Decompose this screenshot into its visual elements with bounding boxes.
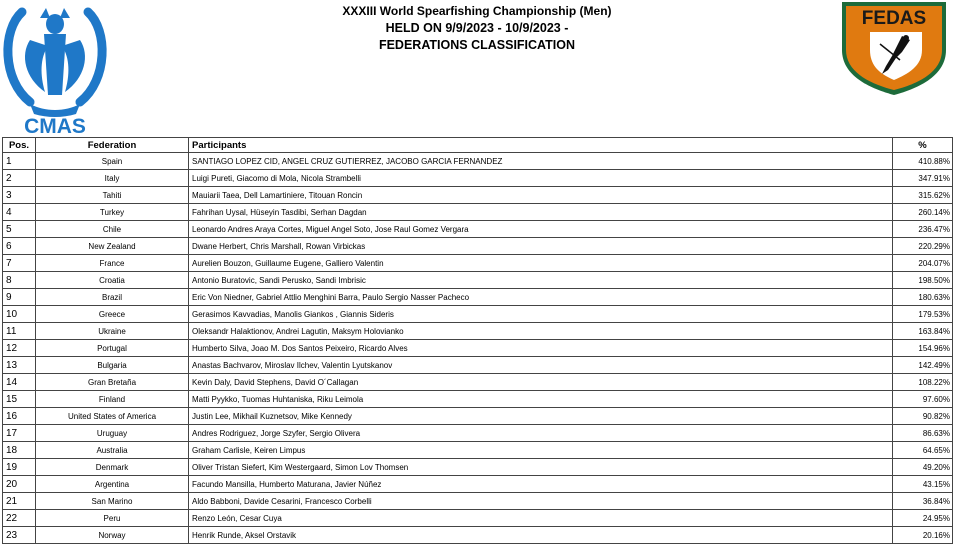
- cell-federation: Australia: [36, 442, 189, 459]
- cell-position: 22: [3, 510, 36, 527]
- cell-participants: SANTIAGO LOPEZ CID, ANGEL CRUZ GUTIERREZ, JACOBO GARCIA FERNANDEZ: [189, 153, 893, 170]
- cell-federation: Finland: [36, 391, 189, 408]
- cell-percent: 220.29%: [893, 238, 953, 255]
- cell-percent: 142.49%: [893, 357, 953, 374]
- cell-federation: New Zealand: [36, 238, 189, 255]
- cell-participants: Graham Carlisle, Keiren Limpus: [189, 442, 893, 459]
- cell-federation: Denmark: [36, 459, 189, 476]
- cell-percent: 36.84%: [893, 493, 953, 510]
- cell-participants: Fahrihan Uysal, Hüseyin Tasdibi, Serhan Dagdan: [189, 204, 893, 221]
- column-header-participants: Participants: [189, 138, 893, 153]
- cell-position: 12: [3, 340, 36, 357]
- cell-position: 10: [3, 306, 36, 323]
- cell-federation: Ukraine: [36, 323, 189, 340]
- cell-position: 7: [3, 255, 36, 272]
- event-dates: HELD ON 9/9/2023 - 10/9/2023 -: [385, 21, 569, 35]
- cell-participants: Aurelien Bouzon, Guillaume Eugene, Galliero Valentin: [189, 255, 893, 272]
- table-row: [3, 425, 953, 442]
- cell-federation: Portugal: [36, 340, 189, 357]
- cell-percent: 49.20%: [893, 459, 953, 476]
- cell-position: 6: [3, 238, 36, 255]
- cell-participants: Andres Rodriguez, Jorge Szyfer, Sergio Olivera: [189, 425, 893, 442]
- column-header-percent: %: [893, 138, 953, 153]
- cell-federation: France: [36, 255, 189, 272]
- cell-participants: Oleksandr Halaktionov, Andrei Lagutin, Maksym Holovianko: [189, 323, 893, 340]
- cell-federation: Bulgaria: [36, 357, 189, 374]
- cell-percent: 24.95%: [893, 510, 953, 527]
- table-row: [3, 476, 953, 493]
- cell-position: 17: [3, 425, 36, 442]
- cell-federation: Croatia: [36, 272, 189, 289]
- table-row: [3, 357, 953, 374]
- cell-position: 19: [3, 459, 36, 476]
- cell-federation: Norway: [36, 527, 189, 544]
- cell-position: 1: [3, 153, 36, 170]
- table-row: [3, 527, 953, 544]
- cell-position: 18: [3, 442, 36, 459]
- cell-position: 8: [3, 272, 36, 289]
- table-body: [3, 153, 953, 544]
- cell-position: 15: [3, 391, 36, 408]
- classification-title: FEDERATIONS CLASSIFICATION: [378, 38, 576, 52]
- table-row: [3, 187, 953, 204]
- cell-percent: 204.07%: [893, 255, 953, 272]
- table-row: [3, 255, 953, 272]
- cell-federation: Peru: [36, 510, 189, 527]
- cell-position: 9: [3, 289, 36, 306]
- cell-federation: Spain: [36, 153, 189, 170]
- table-row: [3, 289, 953, 306]
- cell-position: 23: [3, 527, 36, 544]
- cell-participants: Leonardo Andres Araya Cortes, Miguel Angel Soto, Jose Raul Gomez Vergara: [189, 221, 893, 238]
- cell-federation: San Marino: [36, 493, 189, 510]
- championship-title: XXXIII World Spearfishing Championship (Men): [342, 4, 612, 18]
- table-row: [3, 374, 953, 391]
- cell-participants: Dwane Herbert, Chris Marshall, Rowan Virbickas: [189, 238, 893, 255]
- cell-percent: 180.63%: [893, 289, 953, 306]
- table-row: [3, 442, 953, 459]
- cell-percent: 20.16%: [893, 527, 953, 544]
- cell-percent: 86.63%: [893, 425, 953, 442]
- cell-percent: 179.53%: [893, 306, 953, 323]
- table-row: [3, 306, 953, 323]
- cell-participants: Luigi Pureti, Giacomo di Mola, Nicola Strambelli: [189, 170, 893, 187]
- table-row: [3, 493, 953, 510]
- cell-participants: Kevin Daly, David Stephens, David O´Callagan: [189, 374, 893, 391]
- cell-position: 2: [3, 170, 36, 187]
- cell-percent: 163.84%: [893, 323, 953, 340]
- cell-position: 11: [3, 323, 36, 340]
- cell-federation: United States of America: [36, 408, 189, 425]
- cell-percent: 198.50%: [893, 272, 953, 289]
- cell-participants: Justin Lee, Mikhail Kuznetsov, Mike Kennedy: [189, 408, 893, 425]
- federations-classification-table: [2, 137, 953, 544]
- cell-participants: Matti Pyykko, Tuomas Huhtaniska, Riku Leimola: [189, 391, 893, 408]
- cell-position: 3: [3, 187, 36, 204]
- cell-federation: Greece: [36, 306, 189, 323]
- cell-participants: Humberto Silva, Joao M. Dos Santos Peixeiro, Ricardo Alves: [189, 340, 893, 357]
- cell-position: 20: [3, 476, 36, 493]
- cell-federation: Gran Bretaña: [36, 374, 189, 391]
- column-header-pos: Pos.: [3, 138, 36, 153]
- cell-participants: Renzo León, Cesar Cuya: [189, 510, 893, 527]
- cell-position: 13: [3, 357, 36, 374]
- cell-federation: Chile: [36, 221, 189, 238]
- cell-position: 5: [3, 221, 36, 238]
- cell-federation: Argentina: [36, 476, 189, 493]
- fedas-logo-text: FEDAS: [861, 8, 927, 29]
- cell-federation: Uruguay: [36, 425, 189, 442]
- cell-participants: Gerasimos Kavvadias, Manolis Giankos , Giannis Sideris: [189, 306, 893, 323]
- table-row: [3, 153, 953, 170]
- table-row: [3, 170, 953, 187]
- cell-percent: 97.60%: [893, 391, 953, 408]
- cell-federation: Tahiti: [36, 187, 189, 204]
- cell-position: 21: [3, 493, 36, 510]
- cell-position: 4: [3, 204, 36, 221]
- cell-position: 14: [3, 374, 36, 391]
- cell-participants: Facundo Mansilla, Humberto Maturana, Javier Núñez: [189, 476, 893, 493]
- cell-participants: Anastas Bachvarov, Miroslav Ilchev, Valentin Lyutskanov: [189, 357, 893, 374]
- table-row: [3, 238, 953, 255]
- cell-federation: Brazil: [36, 289, 189, 306]
- cell-participants: Mauiarii Taea, Dell Lamartiniere, Titouan Roncin: [189, 187, 893, 204]
- table-row: [3, 510, 953, 527]
- table-row: [3, 323, 953, 340]
- table-row: [3, 391, 953, 408]
- cell-federation: Italy: [36, 170, 189, 187]
- cell-percent: 90.82%: [893, 408, 953, 425]
- cell-percent: 108.22%: [893, 374, 953, 391]
- cell-position: 16: [3, 408, 36, 425]
- cell-participants: Eric Von Niedner, Gabriel Attlio Menghini Barra, Paulo Sergio Nasser Pacheco: [189, 289, 893, 306]
- table-row: [3, 221, 953, 238]
- table-row: [3, 272, 953, 289]
- cell-participants: Henrik Runde, Aksel Orstavik: [189, 527, 893, 544]
- table-header-row: [3, 138, 953, 153]
- cell-percent: 347.91%: [893, 170, 953, 187]
- table-row: [3, 340, 953, 357]
- cell-percent: 43.15%: [893, 476, 953, 493]
- column-header-federation: Federation: [36, 138, 189, 153]
- cell-participants: Oliver Tristan Siefert, Kim Westergaard, Simon Lov Thomsen: [189, 459, 893, 476]
- cell-percent: 154.96%: [893, 340, 953, 357]
- table-row: [3, 204, 953, 221]
- document-header: [0, 3, 954, 54]
- cell-percent: 315.62%: [893, 187, 953, 204]
- table-row: [3, 459, 953, 476]
- table-row: [3, 408, 953, 425]
- cell-percent: 64.65%: [893, 442, 953, 459]
- cell-percent: 260.14%: [893, 204, 953, 221]
- cell-percent: 410.88%: [893, 153, 953, 170]
- cmas-logo-text: CMAS: [24, 115, 86, 136]
- cell-percent: 236.47%: [893, 221, 953, 238]
- cell-participants: Aldo Babboni, Davide Cesarini, Francesco Corbelli: [189, 493, 893, 510]
- cell-participants: Antonio Buratovic, Sandi Perusko, Sandi Imbrisic: [189, 272, 893, 289]
- cell-federation: Turkey: [36, 204, 189, 221]
